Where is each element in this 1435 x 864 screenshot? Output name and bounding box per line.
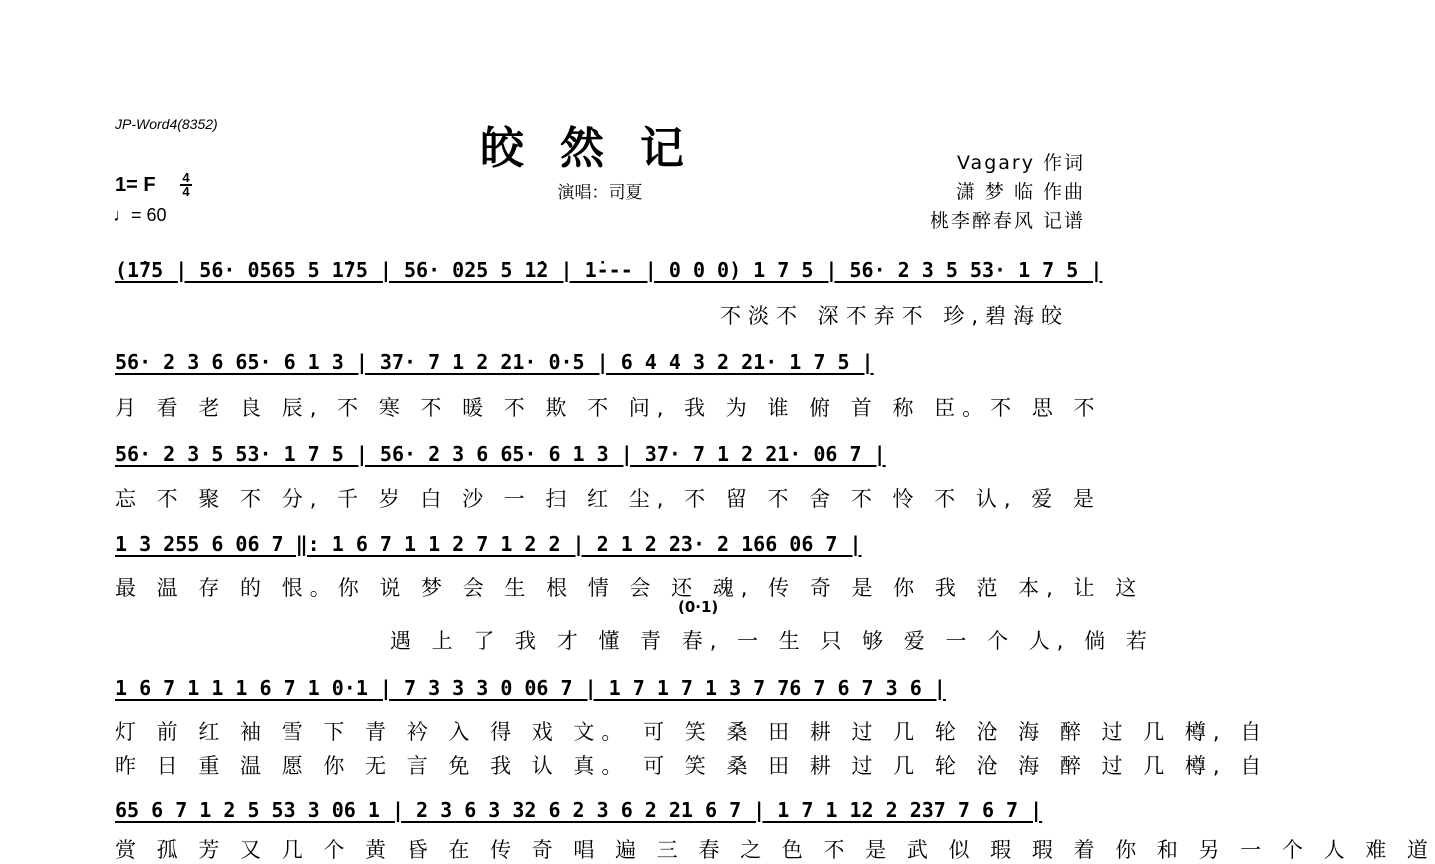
score-line-1: (1̇75 | 56· 0565 5 1̇75 | 56· 025 5 1̇2 | 1̇--- | 0 0 0) 1 7 5 | 56· 2 3 5 53· 1 7 5 | bbox=[115, 258, 1103, 282]
composer-credit: 潇 梦 临 作曲 bbox=[955, 181, 1085, 203]
time-signature bbox=[178, 172, 194, 198]
song-title: 皎然记 bbox=[480, 123, 720, 174]
lyric-line-4b: 遇 上 了 我 才 懂 青 春, 一 生 只 够 爱 一 个 人, 倘 若 bbox=[390, 629, 1154, 653]
score-line-6: 65 6 7 1 2 5 53 3 06 1 | 2 3 6 3 32 6 2 3 6 2 21 6 7 | 1 7 1 12 2 237 7 6 7 | bbox=[115, 798, 1043, 822]
singer-label: 演唱：司夏 bbox=[557, 183, 643, 203]
lyric-line-5b: 昨 日 重 温 愿 你 无 言 免 我 认 真。 可 笑 桑 田 耕 过 几 轮 沧 海 醉 过 几 樽, 自 bbox=[115, 754, 1269, 778]
lyric-line-5a: 灯 前 红 袖 雪 下 青 衿 入 得 戏 文。 可 笑 桑 田 耕 过 几 轮 沧 海 醉 过 几 樽, 自 bbox=[115, 720, 1269, 744]
watermark: JP-Word4(8352) bbox=[115, 116, 218, 132]
key-signature: 1= F bbox=[115, 174, 156, 196]
lyric-line-4: 最 温 存 的 恨。你 说 梦 会 生 根 情 会 还 魂, 传 奇 是 你 我 范 本, 让 这 bbox=[115, 576, 1144, 600]
alt-note-marking: (0·1) bbox=[678, 598, 719, 616]
transcriber-credit: 桃李醉春风 记谱 bbox=[929, 210, 1085, 232]
lyric-line-6: 赏 孤 芳 又 几 个 黄 昏 在 传 奇 唱 遍 三 春 之 色 不 是 武 似 瑕 瑕 着 你 和 另 一 个 人 难 道 bbox=[115, 838, 1435, 862]
tempo-marking: ♩= 60 bbox=[113, 205, 167, 225]
score-line-3: 56· 2 3 5 53· 1 7 5 | 56· 2 3 6 65· 6 1 3 | 37· 7 1 2 21· 06 7 | bbox=[115, 442, 886, 466]
time-denominator: 4 bbox=[182, 184, 190, 199]
time-numerator: 4 bbox=[182, 170, 190, 185]
score-line-5: 1 6 7 1 1 1 6 7 1 0·1 | 7 3 3 3 0 06 7 | 1 7 1 7 1 3 7 76 7 6 7 3 6 | bbox=[115, 676, 946, 700]
lyric-line-1: 不淡不 深不弃不 珍,碧海皎 bbox=[720, 304, 1070, 328]
lyric-line-3: 忘 不 聚 不 分, 千 岁 白 沙 一 扫 红 尘, 不 留 不 舍 不 怜 不 认, 爱 是 bbox=[115, 487, 1101, 511]
score-line-4: 1 3 255 6 06 7 ‖: 1 6 7 1 1 2 7 1 2 2 | 2 1 2 23· 2 166 06 7 | bbox=[115, 532, 862, 556]
lyricist-credit: Vagary 作词 bbox=[957, 152, 1085, 174]
score-line-2: 56· 2 3 6 65· 6 1 3 | 37· 7 1 2 21· 0·5 | 6 4 4 3 2 21· 1 7 5 | bbox=[115, 350, 874, 374]
lyric-line-2: 月 看 老 良 辰, 不 寒 不 暖 不 欺 不 问, 我 为 谁 俯 首 称 臣。不 思 不 bbox=[115, 396, 1102, 420]
